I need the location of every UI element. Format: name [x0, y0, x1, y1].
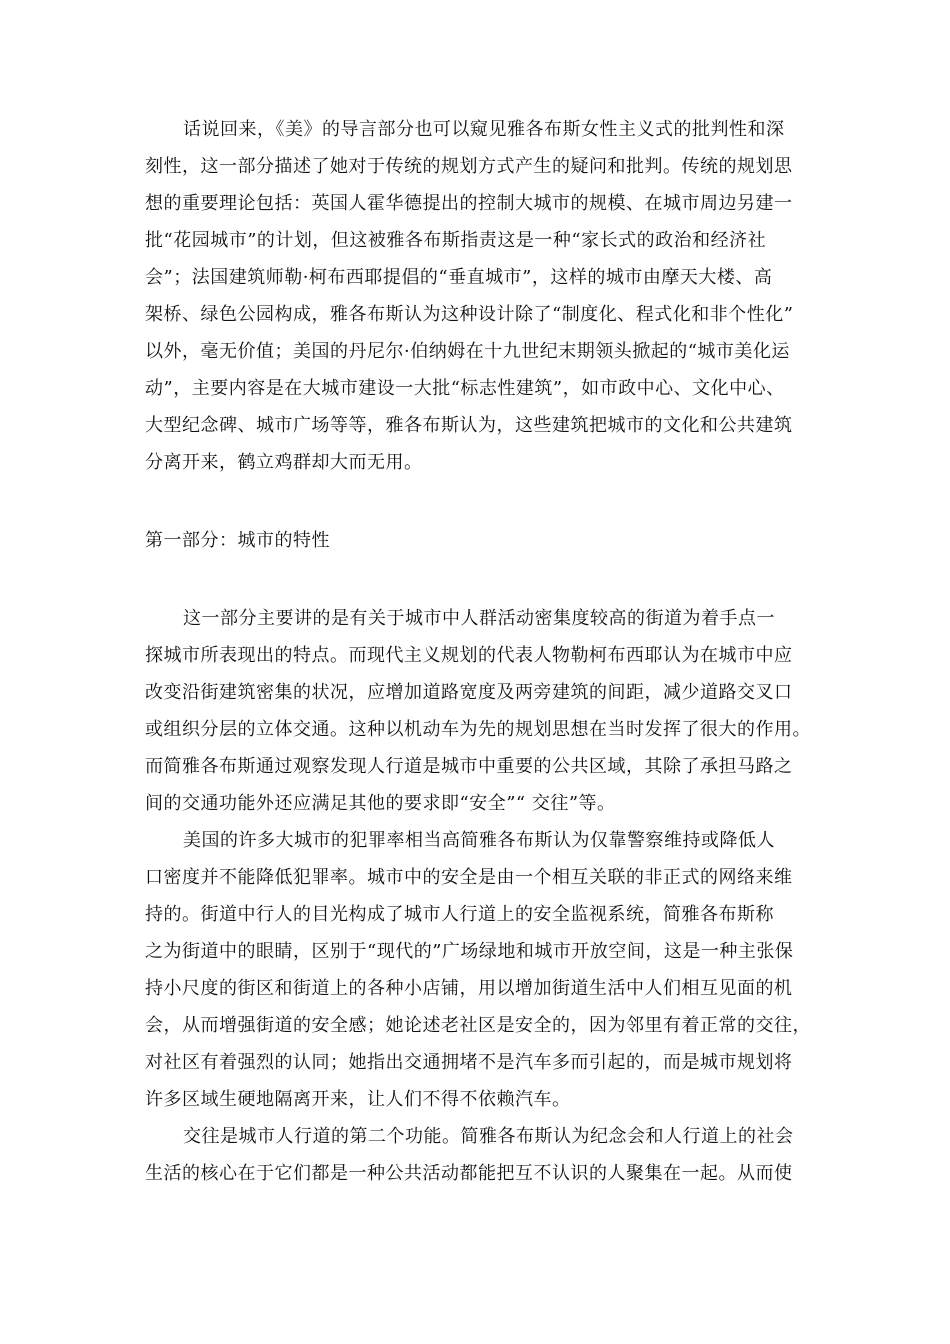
p2-line-1: 美国的许多大城市的犯罪率相当高简雅各布斯认为仅靠警察维持或降低人 — [183, 830, 775, 851]
section-heading: 第一部分：城市的特性 — [145, 530, 330, 551]
intro-line-4: 批“花园城市”的计划，但这被雅各布斯指责这是一种“家长式的政治和经济社 — [145, 230, 767, 251]
p3-line-2: 生活的核心在于它们都是一种公共活动都能把互不认识的人聚集在一起。从而使 — [145, 1163, 793, 1184]
p2-line-2: 口密度并不能降低犯罪率。城市中的安全是由一个相互关联的非正式的网络来维 — [145, 867, 793, 888]
p2-line-5: 持小尺度的街区和街道上的各种小店铺，用以增加街道生活中人们相互见面的机 — [145, 978, 793, 999]
p1-line-6: 间的交通功能外还应满足其他的要求即“安全”“ 交往”等。 — [145, 793, 616, 814]
intro-line-9: 大型纪念碑、城市广场等等，雅各布斯认为，这些建筑把城市的文化和公共建筑 — [145, 415, 793, 436]
intro-line-6: 架桥、绿色公园构成，雅各布斯认为这种设计除了“制度化、程式化和非个性化” — [145, 304, 794, 325]
intro-line-10: 分离开来，鹤立鸡群却大而无用。 — [145, 452, 423, 473]
intro-line-5: 会”；法国建筑师勒·柯布西耶提倡的“垂直城市”，这样的城市由摩天大楼、高 — [145, 267, 773, 288]
p2-line-4: 之为街道中的眼睛，区别于“现代的”广场绿地和城市开放空间，这是一种主张保 — [145, 941, 794, 962]
p1-line-3: 改变沿街建筑密集的状况，应增加道路宽度及两旁建筑的间距，减少道路交叉口 — [145, 682, 793, 703]
p1-line-5: 而简雅各布斯通过观察发现人行道是城市中重要的公共区域，其除了承担马路之 — [145, 756, 793, 777]
p2-line-8: 许多区域生硬地隔离开来，让人们不得不依赖汽车。 — [145, 1089, 571, 1110]
intro-line-2: 刻性，这一部分描述了她对于传统的规划方式产生的疑问和批判。传统的规划思 — [145, 156, 793, 177]
p1-line-4: 或组织分层的立体交通。这种以机动车为先的规划思想在当时发挥了很大的作用。 — [145, 719, 811, 740]
intro-line-3: 想的重要理论包括：英国人霍华德提出的控制大城市的规模、在城市周边另建一 — [145, 193, 793, 214]
p2-line-6: 会，从而增强街道的安全感；她论述老社区是安全的，因为邻里有着正常的交往， — [145, 1015, 811, 1036]
intro-line-7: 以外，毫无价值；美国的丹尼尔·伯纳姆在十九世纪末期领头掀起的“城市美化运 — [145, 341, 790, 362]
intro-line-1: 话说回来，《美》的导言部分也可以窥见雅各布斯女性主义式的批判性和深 — [183, 119, 785, 140]
p1-line-1: 这一部分主要讲的是有关于城市中人群活动密集度较高的街道为着手点一 — [183, 608, 775, 629]
p1-line-2: 探城市所表现出的特点。而现代主义规划的代表人物勒柯布西耶认为在城市中应 — [145, 645, 793, 666]
intro-line-8: 动”，主要内容是在大城市建设一大批“标志性建筑”，如市政中心、文化中心、 — [145, 378, 785, 399]
p3-line-1: 交往是城市人行道的第二个功能。简雅各布斯认为纪念会和人行道上的社会 — [183, 1126, 794, 1147]
p2-line-3: 持的。街道中行人的目光构成了城市人行道上的安全监视系统，简雅各布斯称 — [145, 904, 774, 925]
p2-line-7: 对社区有着强烈的认同；她指出交通拥堵不是汽车多而引起的，而是城市规划将 — [145, 1052, 793, 1073]
